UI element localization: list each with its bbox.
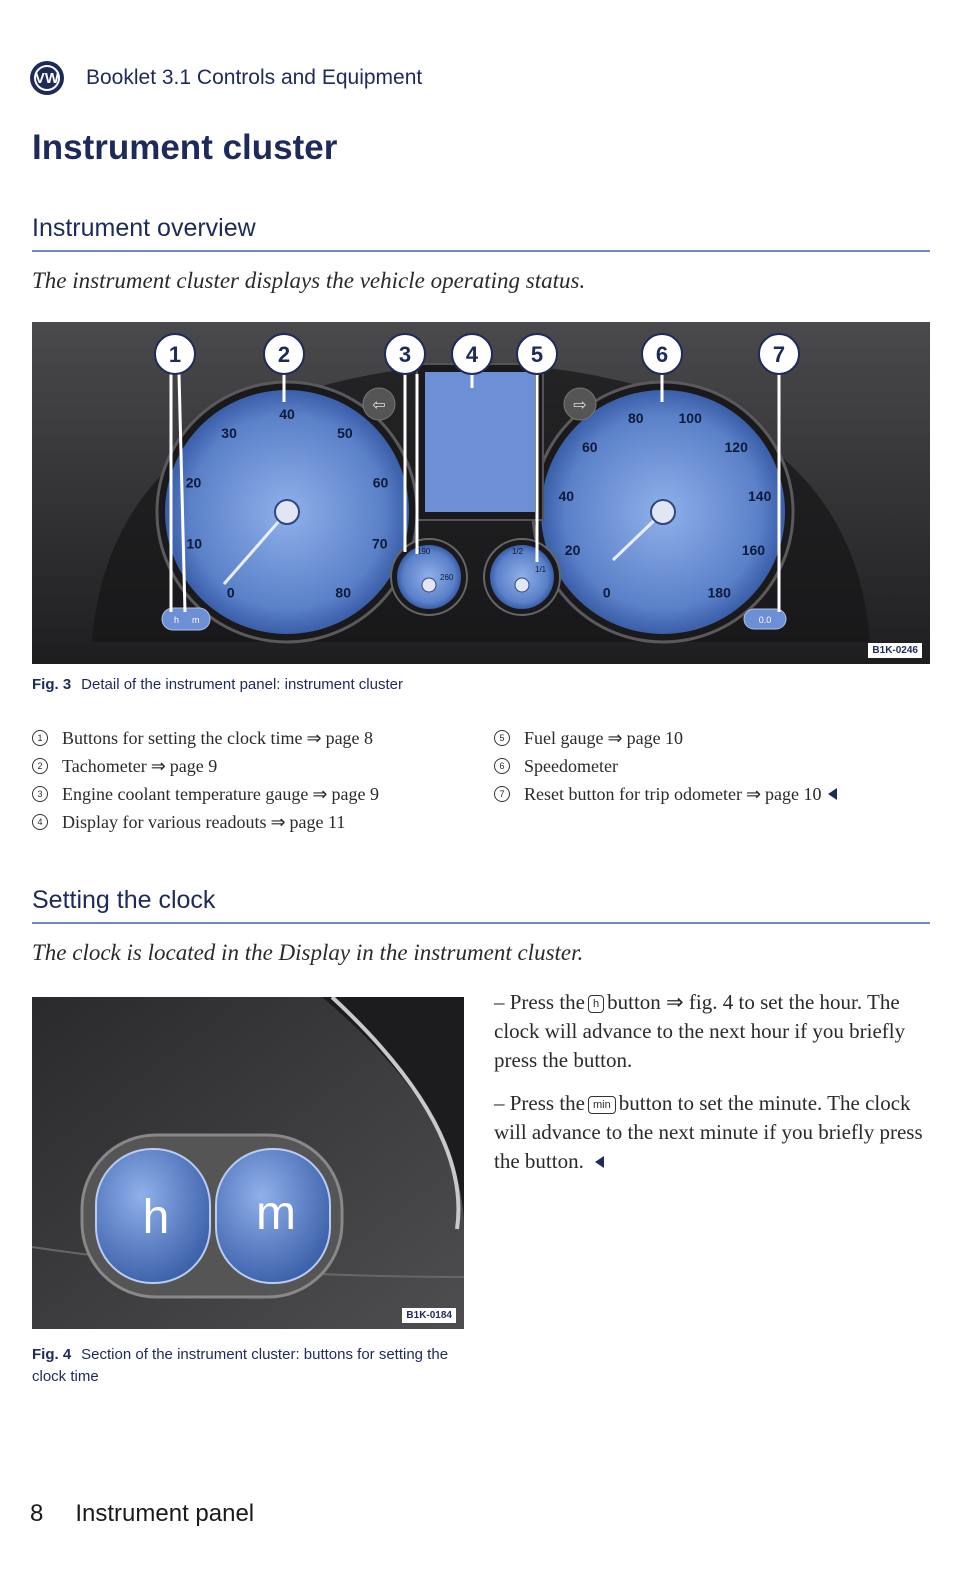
page-link[interactable]: page 9	[331, 784, 379, 804]
arrow-icon: ⇒	[150, 756, 166, 776]
legend-left	[32, 724, 472, 836]
legend-number: 7	[494, 786, 510, 802]
booklet-label: Booklet 3.1	[86, 66, 192, 89]
dial-label: 20	[185, 474, 202, 491]
page-link[interactable]: page 9	[169, 756, 218, 776]
callout-number: 3	[398, 342, 412, 367]
svg-text:⇨: ⇨	[573, 395, 587, 414]
arrow-icon: ⇒	[270, 812, 286, 832]
dial-label: 50	[337, 425, 353, 441]
dial-label: 60	[372, 474, 389, 491]
figure-code: B1K-0246	[868, 643, 922, 658]
clock-buttons-illustration	[32, 997, 464, 1329]
svg-text:0.0: 0.0	[758, 615, 772, 625]
legend-item-1	[32, 724, 472, 752]
overview-intro: The instrument cluster displays the vehicle operating status.	[32, 268, 586, 293]
clock-buttons-figure	[32, 997, 464, 1329]
svg-text:1/2: 1/2	[512, 547, 524, 556]
page-link[interactable]: page 10	[626, 728, 684, 748]
dial-label: 160	[741, 541, 766, 558]
legend-item-4	[32, 808, 472, 836]
page-link[interactable]: page 11	[289, 812, 346, 832]
page-number: 8	[30, 1500, 44, 1527]
dial-label: 100	[678, 409, 702, 426]
dial-label: 80	[628, 409, 644, 426]
legend-item-6	[494, 752, 930, 780]
callout-number: 2	[277, 342, 291, 367]
legend-right	[494, 724, 930, 808]
legend-item-7	[494, 780, 930, 808]
legend-text: Engine coolant temperature gauge	[62, 784, 309, 804]
clock-heading: Setting the clock	[32, 886, 216, 914]
dial-label: 10	[186, 535, 202, 552]
arrow-icon: ⇒	[312, 784, 328, 804]
page-title: Instrument cluster	[32, 128, 338, 167]
legend-number: 3	[32, 786, 48, 802]
section-end-icon	[595, 1156, 604, 1168]
figure-3-text: Detail of the instrument panel: instrument cluster	[81, 676, 403, 693]
dial-label: 80	[335, 584, 351, 601]
dial-label: 0	[602, 584, 611, 601]
step-text: button to set the minute. The clock will advance to the next minute if you briefly press the button.	[494, 1091, 923, 1173]
section-label: Controls and Equipment	[196, 66, 423, 89]
clock-rule	[32, 922, 930, 924]
figure-code: B1K-0184	[402, 1308, 456, 1323]
clock-steps	[494, 988, 930, 1190]
legend-number: 4	[32, 814, 48, 830]
legend-text: Fuel gauge	[524, 728, 604, 748]
callout-number: 7	[772, 342, 786, 367]
overview-heading: Instrument overview	[32, 214, 256, 242]
minute-key-icon: min	[588, 1096, 616, 1114]
dial-label: 0	[226, 584, 235, 601]
svg-text:190: 190	[417, 547, 431, 556]
figure-4-label: Fig. 4	[32, 1346, 72, 1363]
page-link[interactable]: page 8	[325, 728, 374, 748]
dial-label: 140	[748, 487, 772, 504]
dial-label: 180	[707, 584, 731, 601]
step-text: Press the	[509, 1091, 585, 1115]
fig-link[interactable]: fig. 4	[688, 990, 734, 1014]
step-minute	[494, 1089, 930, 1176]
minute-button-image: m	[256, 1187, 296, 1240]
step-hour	[494, 988, 930, 1075]
legend-text: Reset button for trip odometer	[524, 784, 742, 804]
callout-number: 4	[465, 342, 479, 367]
arrow-icon: ⇒	[607, 728, 623, 748]
center-display	[425, 372, 535, 512]
figure-4-text: Section of the instrument cluster: buttons for setting the clock time	[32, 1346, 449, 1385]
page-link[interactable]: page 10	[765, 784, 822, 804]
clock-intro: The clock is located in the Display in the instrument cluster.	[32, 940, 584, 965]
svg-text:m: m	[192, 615, 200, 625]
legend-text: Display for various readouts	[62, 812, 267, 832]
figure-3-caption	[32, 676, 403, 693]
step-text: button	[607, 990, 661, 1014]
figure-4-caption	[32, 1344, 464, 1388]
instrument-cluster-figure	[32, 322, 930, 664]
dial-label: 40	[558, 487, 575, 504]
legend-item-5	[494, 724, 930, 752]
figure-3-label: Fig. 3	[32, 676, 72, 693]
dial-label: 40	[279, 406, 295, 422]
svg-text:1/1: 1/1	[535, 565, 547, 574]
overview-rule	[32, 250, 930, 252]
svg-text:h: h	[174, 615, 180, 625]
page-footer	[30, 1500, 254, 1528]
legend-text: Buttons for setting the clock time	[62, 728, 303, 748]
arrow-icon: ⇒	[745, 784, 762, 804]
cluster-illustration	[32, 322, 930, 664]
section-end-icon	[828, 788, 837, 800]
callout-number: 1	[168, 342, 182, 367]
legend-text: Speedometer	[524, 756, 618, 776]
legend-number: 6	[494, 758, 510, 774]
svg-text:⇦: ⇦	[372, 395, 386, 414]
hour-button-image: h	[142, 1191, 170, 1244]
dial-label: 60	[582, 438, 598, 455]
legend-number: 1	[32, 730, 48, 746]
callout-number: 5	[530, 342, 544, 367]
arrow-icon: ⇒	[306, 728, 322, 748]
step-text: to set the hour. The clock will advance to the next hour if you briefly press the button.	[494, 990, 906, 1072]
legend-item-2	[32, 752, 472, 780]
footer-label: Instrument panel	[75, 1500, 255, 1527]
step-dash: –	[494, 1091, 505, 1115]
step-text: Press the	[509, 990, 585, 1014]
vw-logo-icon: VW	[30, 61, 64, 95]
arrow-icon: ⇒	[666, 990, 684, 1014]
dial-label: 30	[221, 425, 237, 441]
dial-label: 20	[564, 541, 581, 558]
hour-key-icon: h	[588, 995, 604, 1013]
svg-text:260: 260	[440, 573, 454, 582]
page-header	[30, 58, 422, 98]
legend-number: 5	[494, 730, 510, 746]
header-title	[86, 66, 422, 90]
step-dash: –	[494, 990, 505, 1014]
legend-item-3	[32, 780, 472, 808]
legend-number: 2	[32, 758, 48, 774]
legend-text: Tachometer	[62, 756, 147, 776]
callout-number: 6	[655, 342, 669, 367]
dial-label: 120	[724, 438, 748, 455]
dial-label: 70	[372, 535, 388, 552]
